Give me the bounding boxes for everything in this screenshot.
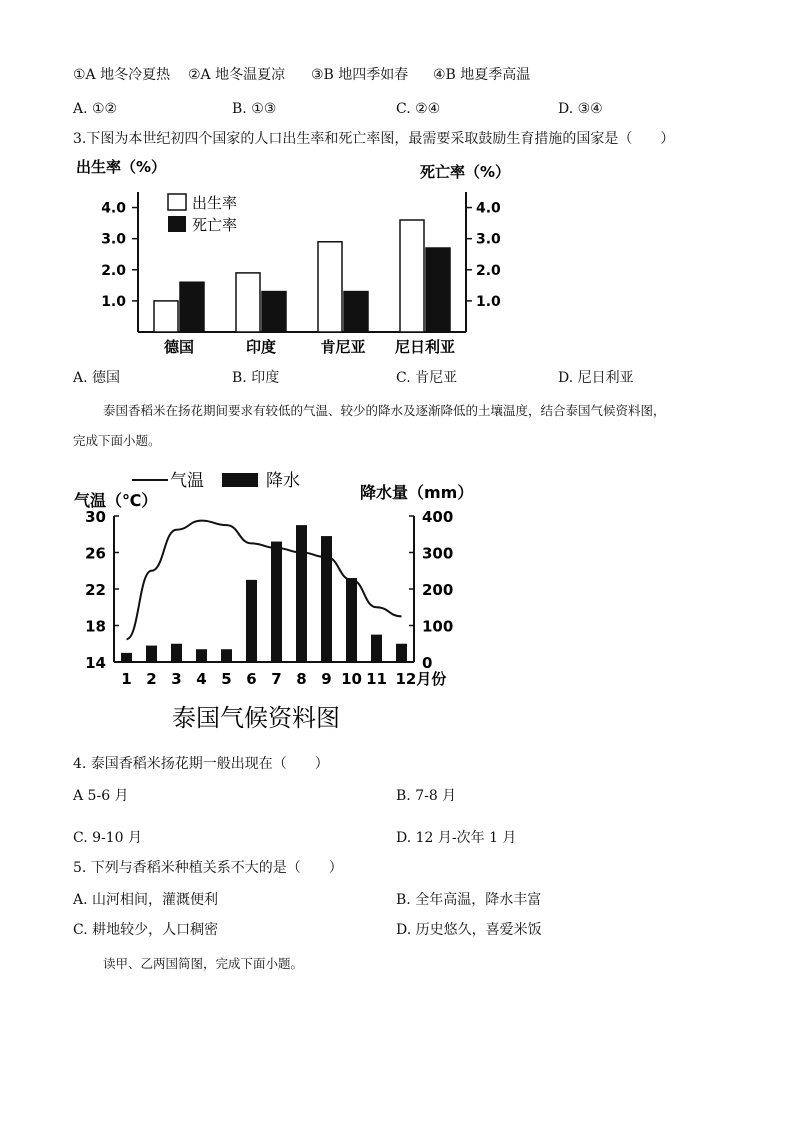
q2-option-a[interactable]: A. ①② — [73, 101, 118, 117]
chart1-tick-label-left: 1.0 — [101, 293, 126, 310]
chart1-tick-label-right: 3.0 — [476, 231, 501, 248]
legend-birth-label: 出生率 — [192, 194, 238, 212]
legend-death-swatch — [168, 216, 186, 232]
chart1-category-label: 肯尼亚 — [320, 338, 366, 356]
q4-option-a[interactable]: A 5-6 月 — [73, 788, 129, 804]
q5-option-c[interactable]: C. 耕地较少，人口稠密 — [73, 922, 219, 938]
q3-option-d[interactable]: D. 尼日利亚 — [558, 370, 634, 386]
q2-statement-4: ④B 地夏季高温 — [433, 67, 531, 83]
precipitation-bar — [246, 580, 257, 662]
chart2-tick-label-left: 30 — [85, 508, 106, 526]
q2-statement-2: ②A 地冬温夏凉 — [188, 67, 286, 83]
chart1-category-label: 德国 — [163, 338, 195, 356]
chart2-month-label: 7 — [271, 670, 282, 688]
chart2-tick-label-right: 300 — [422, 544, 454, 563]
legend-precip-label: 降水 — [266, 471, 300, 491]
chart1-tick-label-left: 4.0 — [101, 200, 126, 217]
chart1-ylabel-right: 死亡率（%） — [420, 163, 511, 181]
chart1-tick-label-left: 3.0 — [101, 231, 126, 248]
q5-option-d[interactable]: D. 历史悠久，喜爱米饭 — [396, 922, 542, 938]
chart2-month-label: 4 — [196, 670, 207, 688]
death-rate-bar — [426, 248, 450, 332]
chart2-month-label: 3 — [171, 670, 182, 688]
precipitation-bar — [396, 644, 407, 662]
chart2-tick-label-right: 100 — [422, 617, 454, 636]
chart2-month-label: 5 — [221, 670, 232, 688]
q3-option-c[interactable]: C. 肯尼亚 — [396, 370, 458, 386]
passage-line-2: 完成下面小题。 — [73, 433, 161, 448]
precipitation-bar — [271, 542, 282, 662]
q5-stem: 5. 下列与香稻米种植关系不大的是（ ） — [73, 860, 343, 876]
precipitation-bar — [371, 635, 382, 662]
birth-rate-bar — [236, 273, 260, 332]
chart1-tick-label-right: 4.0 — [476, 200, 501, 217]
chart2-month-label: 8 — [296, 670, 307, 688]
birth-rate-bar — [400, 220, 424, 332]
q3-option-a[interactable]: A. 德国 — [73, 370, 121, 386]
q4-stem: 4. 泰国香稻米扬花期一般出现在（ ） — [73, 756, 329, 772]
chart2-tick-label-right: 400 — [422, 508, 454, 526]
q5-option-b[interactable]: B. 全年高温，降水丰富 — [396, 892, 542, 908]
birth-rate-bar — [318, 242, 342, 332]
chart2-tick-label-right: 200 — [422, 581, 454, 599]
q5-option-a[interactable]: A. 山河相间，灌溉便利 — [73, 892, 219, 908]
q3-option-b[interactable]: B. 印度 — [232, 370, 280, 386]
chart2-month-label: 11 — [366, 670, 387, 688]
closing-instruction: 读甲、乙两国简图，完成下面小题。 — [103, 956, 304, 971]
death-rate-bar — [262, 292, 286, 332]
chart2-ylabel-left: 气温（℃） — [74, 491, 158, 510]
chart2-tick-label-left: 18 — [85, 617, 106, 636]
precipitation-bar — [146, 646, 157, 662]
q4-option-d[interactable]: D. 12 月-次年 1 月 — [396, 830, 517, 846]
passage-line-1: 泰国香稻米在扬花期间要求有较低的气温、较少的降水及逐渐降低的土壤温度，结合泰国气候资料图， — [103, 403, 666, 418]
chart2-month-label: 12月份 — [395, 670, 447, 688]
legend-precip-swatch — [222, 473, 258, 487]
thailand-climate-chart — [70, 462, 480, 742]
precipitation-bar — [346, 578, 357, 662]
chart1-tick-label-right: 1.0 — [476, 293, 501, 310]
q4-option-c[interactable]: C. 9-10 月 — [73, 830, 143, 846]
chart2-month-label: 6 — [246, 670, 257, 688]
precipitation-bar — [196, 649, 207, 662]
chart2-tick-label-left: 26 — [85, 544, 106, 563]
legend-temp-label: 气温 — [170, 471, 204, 491]
precipitation-bar — [296, 525, 307, 662]
q2-option-c[interactable]: C. ②④ — [396, 101, 441, 117]
chart2-month-label: 9 — [321, 670, 332, 688]
q4-option-b[interactable]: B. 7-8 月 — [396, 788, 457, 804]
precipitation-bar — [221, 649, 232, 662]
chart2-plot — [85, 508, 453, 688]
precipitation-bar — [171, 644, 182, 662]
birth-rate-bar — [154, 301, 178, 332]
chart2-tick-label-right: 0 — [422, 654, 433, 672]
death-rate-bar — [180, 282, 204, 332]
chart1-tick-label-right: 2.0 — [476, 262, 501, 279]
q2-statement-3: ③B 地四季如春 — [311, 67, 409, 83]
chart2-title: 泰国气候资料图 — [172, 704, 340, 732]
chart2-tick-label-left: 22 — [85, 581, 106, 599]
chart2-tick-label-left: 14 — [85, 654, 106, 672]
q2-option-d[interactable]: D. ③④ — [558, 101, 603, 117]
chart1-plot — [101, 192, 501, 356]
q2-option-b[interactable]: B. ①③ — [232, 101, 277, 117]
death-rate-bar — [344, 292, 368, 332]
chart1-category-label: 印度 — [245, 338, 277, 356]
chart1-tick-label-left: 2.0 — [101, 262, 126, 279]
chart2-month-label: 2 — [146, 670, 157, 688]
temperature-line — [127, 521, 402, 640]
chart2-ylabel-right: 降水量（mm） — [360, 483, 474, 502]
chart2-month-label: 10 — [341, 670, 362, 688]
precipitation-bar — [321, 536, 332, 662]
birth-death-rate-chart — [70, 152, 530, 362]
legend-death-label: 死亡率 — [192, 216, 238, 234]
precipitation-bar — [121, 653, 132, 662]
q3-stem: 3.下图为本世纪初四个国家的人口出生率和死亡率图，最需要采取鼓励生育措施的国家是（ ） — [73, 131, 675, 147]
q2-statement-1: ①A 地冬冷夏热 — [73, 67, 171, 83]
chart1-ylabel-left: 出生率（%） — [76, 158, 167, 176]
chart2-month-label: 1 — [121, 670, 132, 688]
chart1-category-label: 尼日利亚 — [394, 338, 456, 356]
legend-birth-swatch — [168, 194, 186, 210]
